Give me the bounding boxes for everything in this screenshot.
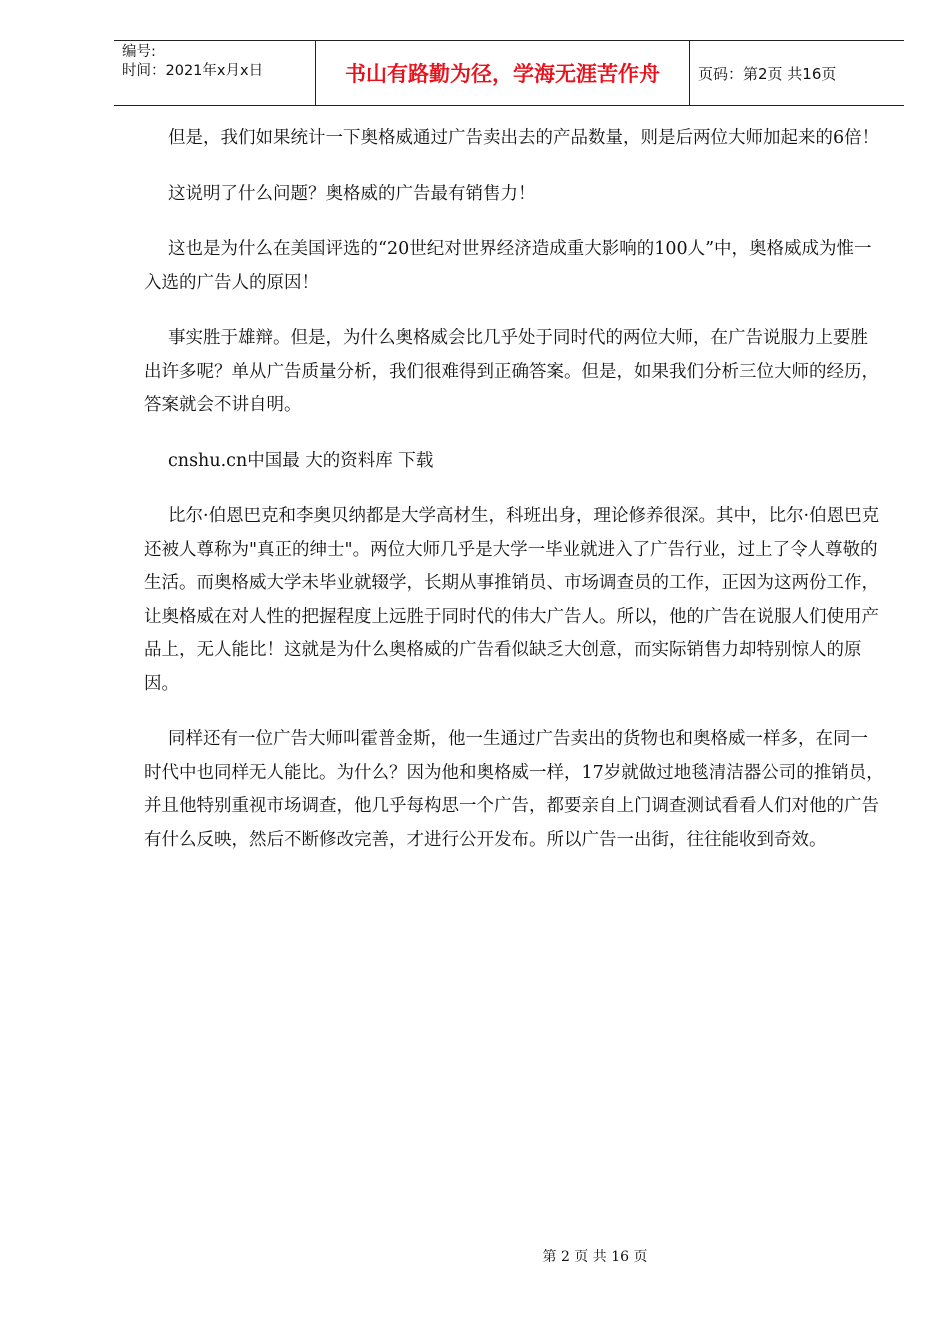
paragraph-4: 事实胜于雄辩。但是，为什么奥格威会比几乎处于同时代的两位大师，在广告说服力上要胜出许多呢？单从广告质量分析，我们很难得到正确答案。但是，如果我们分析三位大师的经历，答案就会不讲自明。 — [144, 328, 879, 415]
paragraph-2: 这说明了什么问题？奥格威的广告最有销售力！ — [168, 183, 536, 204]
header-page-label: 页码：第2页 共16页 — [698, 64, 837, 83]
document-body — [144, 122, 884, 879]
header-meta — [114, 41, 316, 105]
paragraph-6: 比尔·伯恩巴克和李奥贝纳都是大学高材生，科班出身，理论修养很深。其中，比尔·伯恩巴克还被人尊称为"真正的绅士"。两位大师几乎是大学一毕业就进入了广告行业，过上了令人尊敬的生活。而奥格威大学未毕业就辍学，长期从事推销员、市场调查员的工作，正因为这两份工作，让奥格威在对人性的把握程度上远胜于同时代的伟大广告人。所以，他的广告在说服人们使用产品上，无人能比！这就是为什么奥格威的广告看似缺乏大创意，而实际销售力却特别惊人的原因。 — [144, 506, 880, 694]
code-label: 编号: — [122, 44, 156, 60]
time-label: 时间：2021年x月x日 — [122, 63, 264, 79]
paragraph-3: 这也是为什么在美国评选的“20世纪对世界经济造成重大影响的100人”中，奥格威成为惟一入选的广告人的原因！ — [144, 239, 872, 293]
paragraph-7: 同样还有一位广告大师叫霍普金斯，他一生通过广告卖出的货物也和奥格威一样多，在同一时代中也同样无人能比。为什么？因为他和奥格威一样，17岁就做过地毯清洁器公司的推销员，并且他特别重视市场调查，他几乎每构思一个广告，都要亲自上门调查测试看看人们对他的广告有什么反映，然后不断修改完善，才进行公开发布。所以广告一出街，往往能收到奇效。 — [144, 729, 884, 850]
page-header — [114, 40, 904, 106]
page-footer: 第 2 页 共 16 页 — [542, 1249, 648, 1265]
paragraph-5: cnshu.cn中国最 大的资料库 下载 — [168, 450, 434, 471]
paragraph-1: 但是，我们如果统计一下奥格威通过广告卖出去的产品数量，则是后两位大师加起来的6倍！ — [168, 128, 880, 148]
header-motto: 书山有路勤为径，学海无涯苦作舟 — [316, 41, 690, 105]
